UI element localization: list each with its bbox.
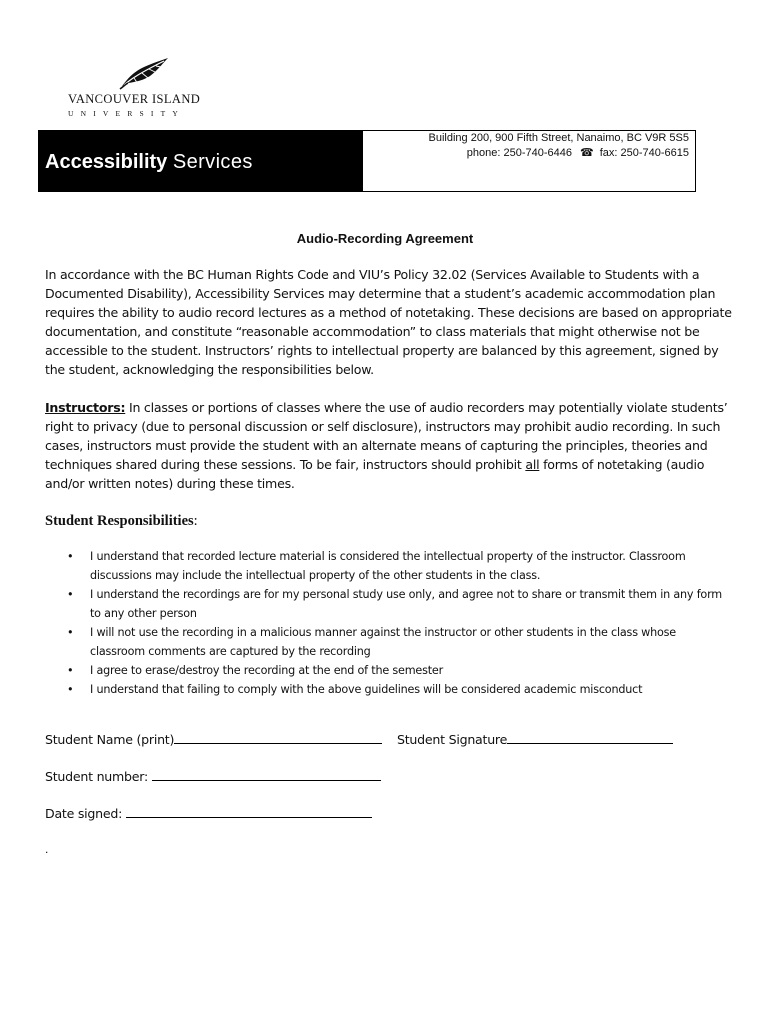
header-contact <box>467 146 689 159</box>
instructors-text-a: In classes or portions of classes where the use of audio recorders may potentially violate students’ right to privacy (due to personal discussion or self disclosure), instructors may prohibit audio recording. In such cases, instructors must provide the student with an alternate means of capturing the principles, theories and techniques shared during these sessions. To be fair, instructors should prohibit <box>45 400 728 472</box>
trailing-mark: . <box>45 842 49 856</box>
student-name-row <box>45 731 382 747</box>
header-phone: phone: 250-740-6446 <box>466 147 572 159</box>
student-number-row <box>45 768 381 784</box>
responsibilities-list <box>45 547 725 699</box>
list-item <box>45 680 725 699</box>
responsibilities-heading <box>45 513 198 530</box>
header-title-block <box>39 131 363 191</box>
header-title-bold: Accessibility <box>45 151 168 173</box>
bullet: • <box>67 550 74 563</box>
header-fax: fax: 250-740-6615 <box>599 147 689 159</box>
student-signature-label: Student Signature <box>397 732 508 747</box>
date-signed-field[interactable] <box>126 805 372 818</box>
telephone-icon: ☎ <box>580 147 594 159</box>
instructors-paragraph <box>45 398 735 493</box>
student-number-field[interactable] <box>152 768 381 781</box>
header-title <box>45 151 253 174</box>
responsibilities-heading-colon: : <box>193 513 198 529</box>
responsibility-text: I agree to erase/destroy the recording at the end of the semester <box>90 664 443 677</box>
document-title: Audio-Recording Agreement <box>296 231 474 246</box>
bullet: • <box>67 664 74 677</box>
list-item <box>45 661 725 680</box>
responsibility-text: I understand the recordings are for my personal study use only, and agree not to share or transmit them in any form to any other person <box>90 588 722 620</box>
instructors-all: all <box>525 457 540 472</box>
responsibility-text: I understand that failing to comply with the above guidelines will be considered academic misconduct <box>90 683 643 696</box>
list-item <box>45 623 725 661</box>
student-name-label: Student Name (print) <box>45 732 175 747</box>
instructors-text-b: forms of notetaking (audio and/or written notes) during these times. <box>45 457 705 491</box>
list-item <box>45 585 725 623</box>
header-address: Building 200, 900 Fifth Street, Nanaimo, BC V9R 5S5 <box>428 132 689 144</box>
leaf-logo-icon <box>118 56 170 90</box>
bullet: • <box>67 683 74 696</box>
header-title-light: Services <box>172 151 253 173</box>
student-signature-row <box>397 731 673 747</box>
university-logo <box>68 56 218 120</box>
date-signed-label: Date signed: <box>45 806 126 821</box>
student-signature-field[interactable] <box>507 731 673 744</box>
logo-name: VANCOUVER ISLAND <box>68 92 201 106</box>
responsibility-text: I understand that recorded lecture material is considered the intellectual property of the instructor. Classroom discussions may include the intellectual property of the other students in the class. <box>90 550 686 582</box>
responsibilities-heading-text: Student Responsibilities <box>45 513 194 529</box>
date-signed-row <box>45 805 372 821</box>
responsibility-text: I will not use the recording in a malicious manner against the instructor or other students in the class whose classroom comments are captured by the recording <box>90 626 676 658</box>
bullet: • <box>67 588 74 601</box>
bullet: • <box>67 626 74 639</box>
student-name-field[interactable] <box>174 731 382 744</box>
logo-subtitle: UNIVERSITY <box>68 109 185 118</box>
instructors-label: Instructors: <box>45 400 126 415</box>
student-number-label: Student number: <box>45 769 152 784</box>
list-item <box>45 547 725 585</box>
intro-paragraph: In accordance with the BC Human Rights Code and VIU’s Policy 32.02 (Services Available to Students with a Documented Disability), Accessibility Services may determine that a student’s academic accommodation plan requires the ability to audio record lectures as a method of notetaking. These decisions are based on appropriate documentation, and constitute “reasonable accommodation” to class materials that might otherwise not be accessible to the student. Instructors’ rights to intellectual property are balanced by this agreement, signed by the student, acknowledging the responsibilities below. <box>45 267 732 377</box>
header-band <box>38 130 696 192</box>
